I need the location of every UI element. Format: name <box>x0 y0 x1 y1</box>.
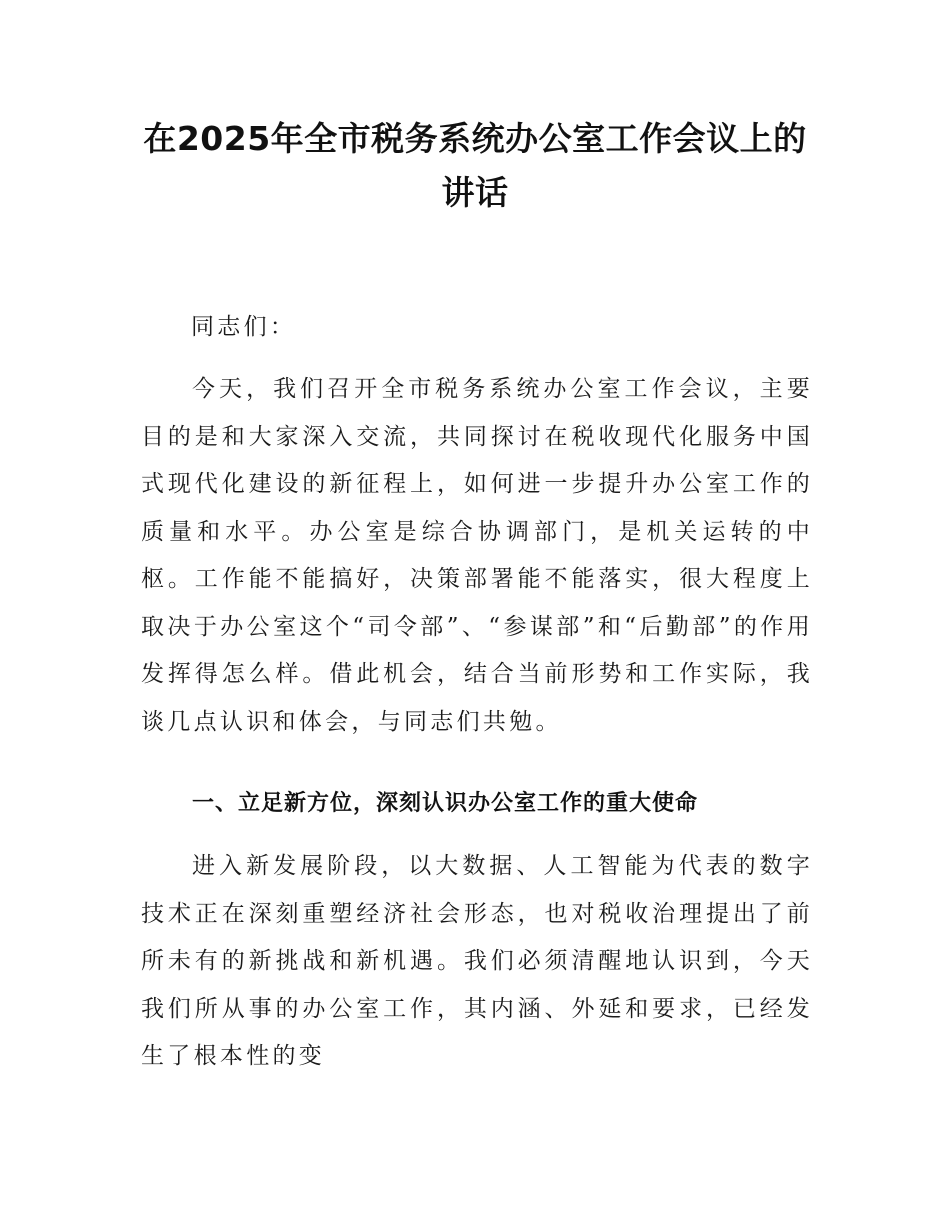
paragraph-opening: 今天，我们召开全市税务系统办公室工作会议，主要目的是和大家深入交流，共同探讨在税收现代化服务中国式现代化建设的新征程上，如何进一步提升办公室工作的质量和水平。办公室是综合协调部门，是机关运转的中枢。工作能不能搞好，决策部署能不能落实，很大程度上取决于办公室这个“司令部”、“参谋部”和“后勤部”的作用发挥得怎么样。借此机会，结合当前形势和工作实际，我谈几点认识和体会，与同志们共勉。 <box>141 376 813 735</box>
section-heading-1: 一、立足新方位，深刻认识办公室工作的重大使命 <box>192 791 699 816</box>
document-title: 在2025年全市税务系统办公室工作会议上的讲话 <box>143 119 807 212</box>
salutation: 同志们： <box>191 314 297 340</box>
paragraph-section-1: 进入新发展阶段，以大数据、人工智能为代表的数字技术正在深刻重塑经济社会形态，也对税收治理提出了前所未有的新挑战和新机遇。我们必须清醒地认识到，今天我们所从事的办公室工作，其内涵、外延和要求，已经发生了根本性的变 <box>141 853 813 1069</box>
